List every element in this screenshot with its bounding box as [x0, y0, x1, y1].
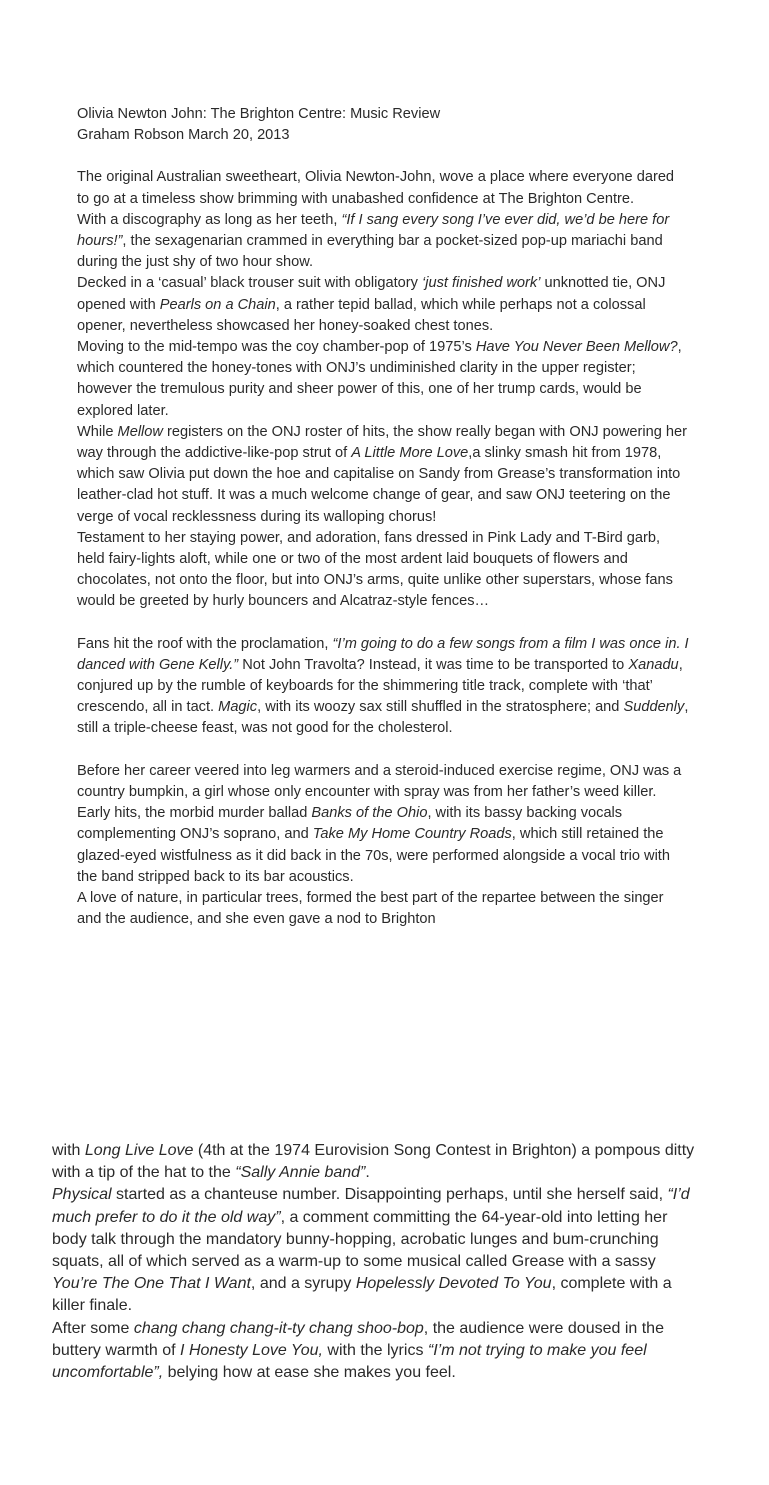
- text-run: Before her career veered into leg warmers and a steroid-induced exercise regime, ONJ was a country bumpkin, a girl whose only encounter with spray was from her father’s weed killer. Early hits, the morbid murder ballad: [77, 762, 682, 822]
- text-run: belying how at ease she makes you feel.: [163, 1364, 456, 1382]
- italic-text: Banks of the Ohio: [311, 805, 428, 822]
- text-run: Decked in a ‘casual’ black trouser suit with obligatory: [77, 275, 423, 292]
- text-run: , with its bassy backing vocals complementing ONJ’s soprano, and: [77, 805, 623, 843]
- article-byline: Graham Robson March 20, 2013: [77, 127, 290, 144]
- text-run: , the audience were doused in the buttery warmth of: [52, 1319, 664, 1359]
- italic-text: “Sally Annie band”: [235, 1164, 366, 1182]
- text-run: (4th at the 1974 Eurovision Song Contest in Brighton) a pompous ditty with a tip of the hat to the: [52, 1142, 695, 1182]
- article-title: Olivia Newton John: The Brighton Centre: Music Review: [77, 106, 441, 122]
- text-run: After some: [52, 1319, 134, 1337]
- text-run: , the sexagenarian crammed in everything bar a pocket-sized pop-up mariachi band during the just shy of two hour show.: [77, 233, 663, 271]
- italic-text: A Little More Love: [351, 445, 469, 462]
- text-run: , conjured up by the rumble of keyboards for the shimmering title track, complete with ‘that’ crescendo, all in tact.: [77, 656, 683, 716]
- italic-text: I Honesty Love You,: [180, 1341, 323, 1359]
- page-bottom: [52, 1140, 702, 1384]
- paragraph: [52, 1184, 702, 1317]
- paragraph: [77, 210, 689, 274]
- text-run: Moving to the mid-tempo was the coy chamber-pop of 1975’s: [77, 339, 476, 356]
- text-run: , a comment committing the 64-year-old into letting her body talk through the mandatory bunny-hopping, acrobatic lunges and bum-crunching squats, all of which served as a warm-up to some musical called Grease with a sassy: [52, 1208, 668, 1271]
- text-run: , with its woozy sax still shuffled in the stratosphere; and: [257, 699, 624, 716]
- text-run: With a discography as long as her teeth,: [77, 211, 342, 228]
- paragraph: [77, 634, 689, 740]
- text-run: started as a chanteuse number. Disappointing perhaps, until she herself said,: [111, 1186, 668, 1204]
- italic-text: Have You Never Been Mellow?: [475, 339, 678, 356]
- italic-text: ‘just finished work’: [422, 275, 541, 292]
- article-body-top: [77, 167, 689, 930]
- text-run: , which still retained the glazed-eyed wistfulness as it did back in the 70s, were performed alongside a vocal trio with the band stripped back to its bar acoustics.: [77, 826, 670, 885]
- text-run: registers on the ONJ roster of hits, the show really began with ONJ powering her way through the addictive-like-pop strut of: [77, 423, 687, 462]
- italic-text: “I’m not trying to make you feel uncomfortable”,: [52, 1341, 647, 1382]
- italic-text: Take My Home Country Roads: [312, 826, 512, 843]
- italic-text: “I’d much prefer to do it the old way”: [52, 1186, 690, 1226]
- italic-text: Long Live Love: [84, 1142, 194, 1159]
- paragraph: [77, 167, 689, 209]
- italic-text: Suddenly: [623, 699, 685, 716]
- italic-text: Pearls on a Chain: [159, 296, 276, 313]
- italic-text: Hopelessly Devoted To You: [355, 1275, 552, 1293]
- paragraph: [77, 528, 689, 613]
- text-run: While: [77, 423, 118, 440]
- italic-text: Physical: [52, 1186, 112, 1204]
- text-run: Fans hit the roof with the proclamation,: [77, 635, 333, 652]
- italic-text: You’re The One That I Want: [52, 1275, 251, 1293]
- paragraph: [77, 273, 689, 337]
- paragraph: [52, 1318, 702, 1385]
- text-run: A love of nature, in particular trees, formed the best part of the repartee between the singer and the audience, and she even gave a nod to Brighton: [77, 889, 664, 928]
- paragraph: [77, 337, 689, 422]
- italic-text: Xanadu: [628, 656, 679, 673]
- text-run: ,a slinky smash hit from 1978, which saw Olivia put down the hoe and capitalise on Sandy from Grease’s transformation into leather-clad hot stuff. It was a much welcome change of gear, and saw ONJ teetering on the verge of vocal recklessness during its walloping chorus!: [77, 445, 681, 525]
- spacer: [77, 146, 689, 167]
- page-top: [77, 104, 689, 930]
- text-run: Testament to her staying power, and adoration, fans dressed in Pink Lady and T-Bird garb, held fairy-lights aloft, while one or two of the most ardent laid bouquets of flowers and chocolates, not onto the floor, but into ONJ’s arms, quite unlike other superstars, whose fans would be greeted by hurly bouncers and Alcatraz-style fences…: [77, 529, 673, 610]
- text-run: with: [52, 1142, 85, 1159]
- italic-text: “I’m going to do a few songs from a film I was once in. I danced with Gene Kelly.”: [77, 635, 689, 673]
- text-run: Not John Travolta? Instead, it was time to be transported to: [238, 656, 629, 673]
- text-run: , complete with a killer finale.: [52, 1275, 672, 1315]
- text-run: , and a syrupy: [250, 1275, 356, 1293]
- text-run: with the lyrics: [322, 1341, 428, 1359]
- paragraph: [77, 888, 689, 930]
- text-run: , which countered the honey-tones with ONJ’s undiminished clarity in the upper register; however the tremulous purity and sheer power of this, one of her trump cards, would be explored later.: [77, 339, 682, 419]
- text-run: , a rather tepid ballad, which while perhaps not a colossal opener, nevertheless showcased her honey-soaked chest tones.: [77, 296, 646, 334]
- italic-text: “If I sang every song I’ve ever did, we’d be here for hours!”: [77, 211, 670, 250]
- text-run: .: [365, 1164, 370, 1182]
- italic-text: Magic: [218, 699, 258, 716]
- text-run: , still a triple-cheese feast, was not good for the cholesterol.: [77, 699, 689, 737]
- article-body-bottom: [52, 1140, 702, 1384]
- paragraph-gap: [77, 613, 689, 634]
- paragraph-gap: [77, 740, 689, 761]
- text-run: unknotted tie, ONJ opened with: [77, 275, 666, 313]
- paragraph: [77, 422, 689, 528]
- italic-text: chang chang chang-it-ty chang shoo-bop: [133, 1319, 424, 1337]
- text-run: The original Australian sweetheart, Olivia Newton-John, wove a place where everyone dared to go at a timeless show brimming with unabashed confidence at The Brighton Centre.: [77, 169, 675, 207]
- paragraph: [52, 1140, 702, 1184]
- italic-text: Mellow: [117, 423, 163, 440]
- paragraph: [77, 761, 689, 888]
